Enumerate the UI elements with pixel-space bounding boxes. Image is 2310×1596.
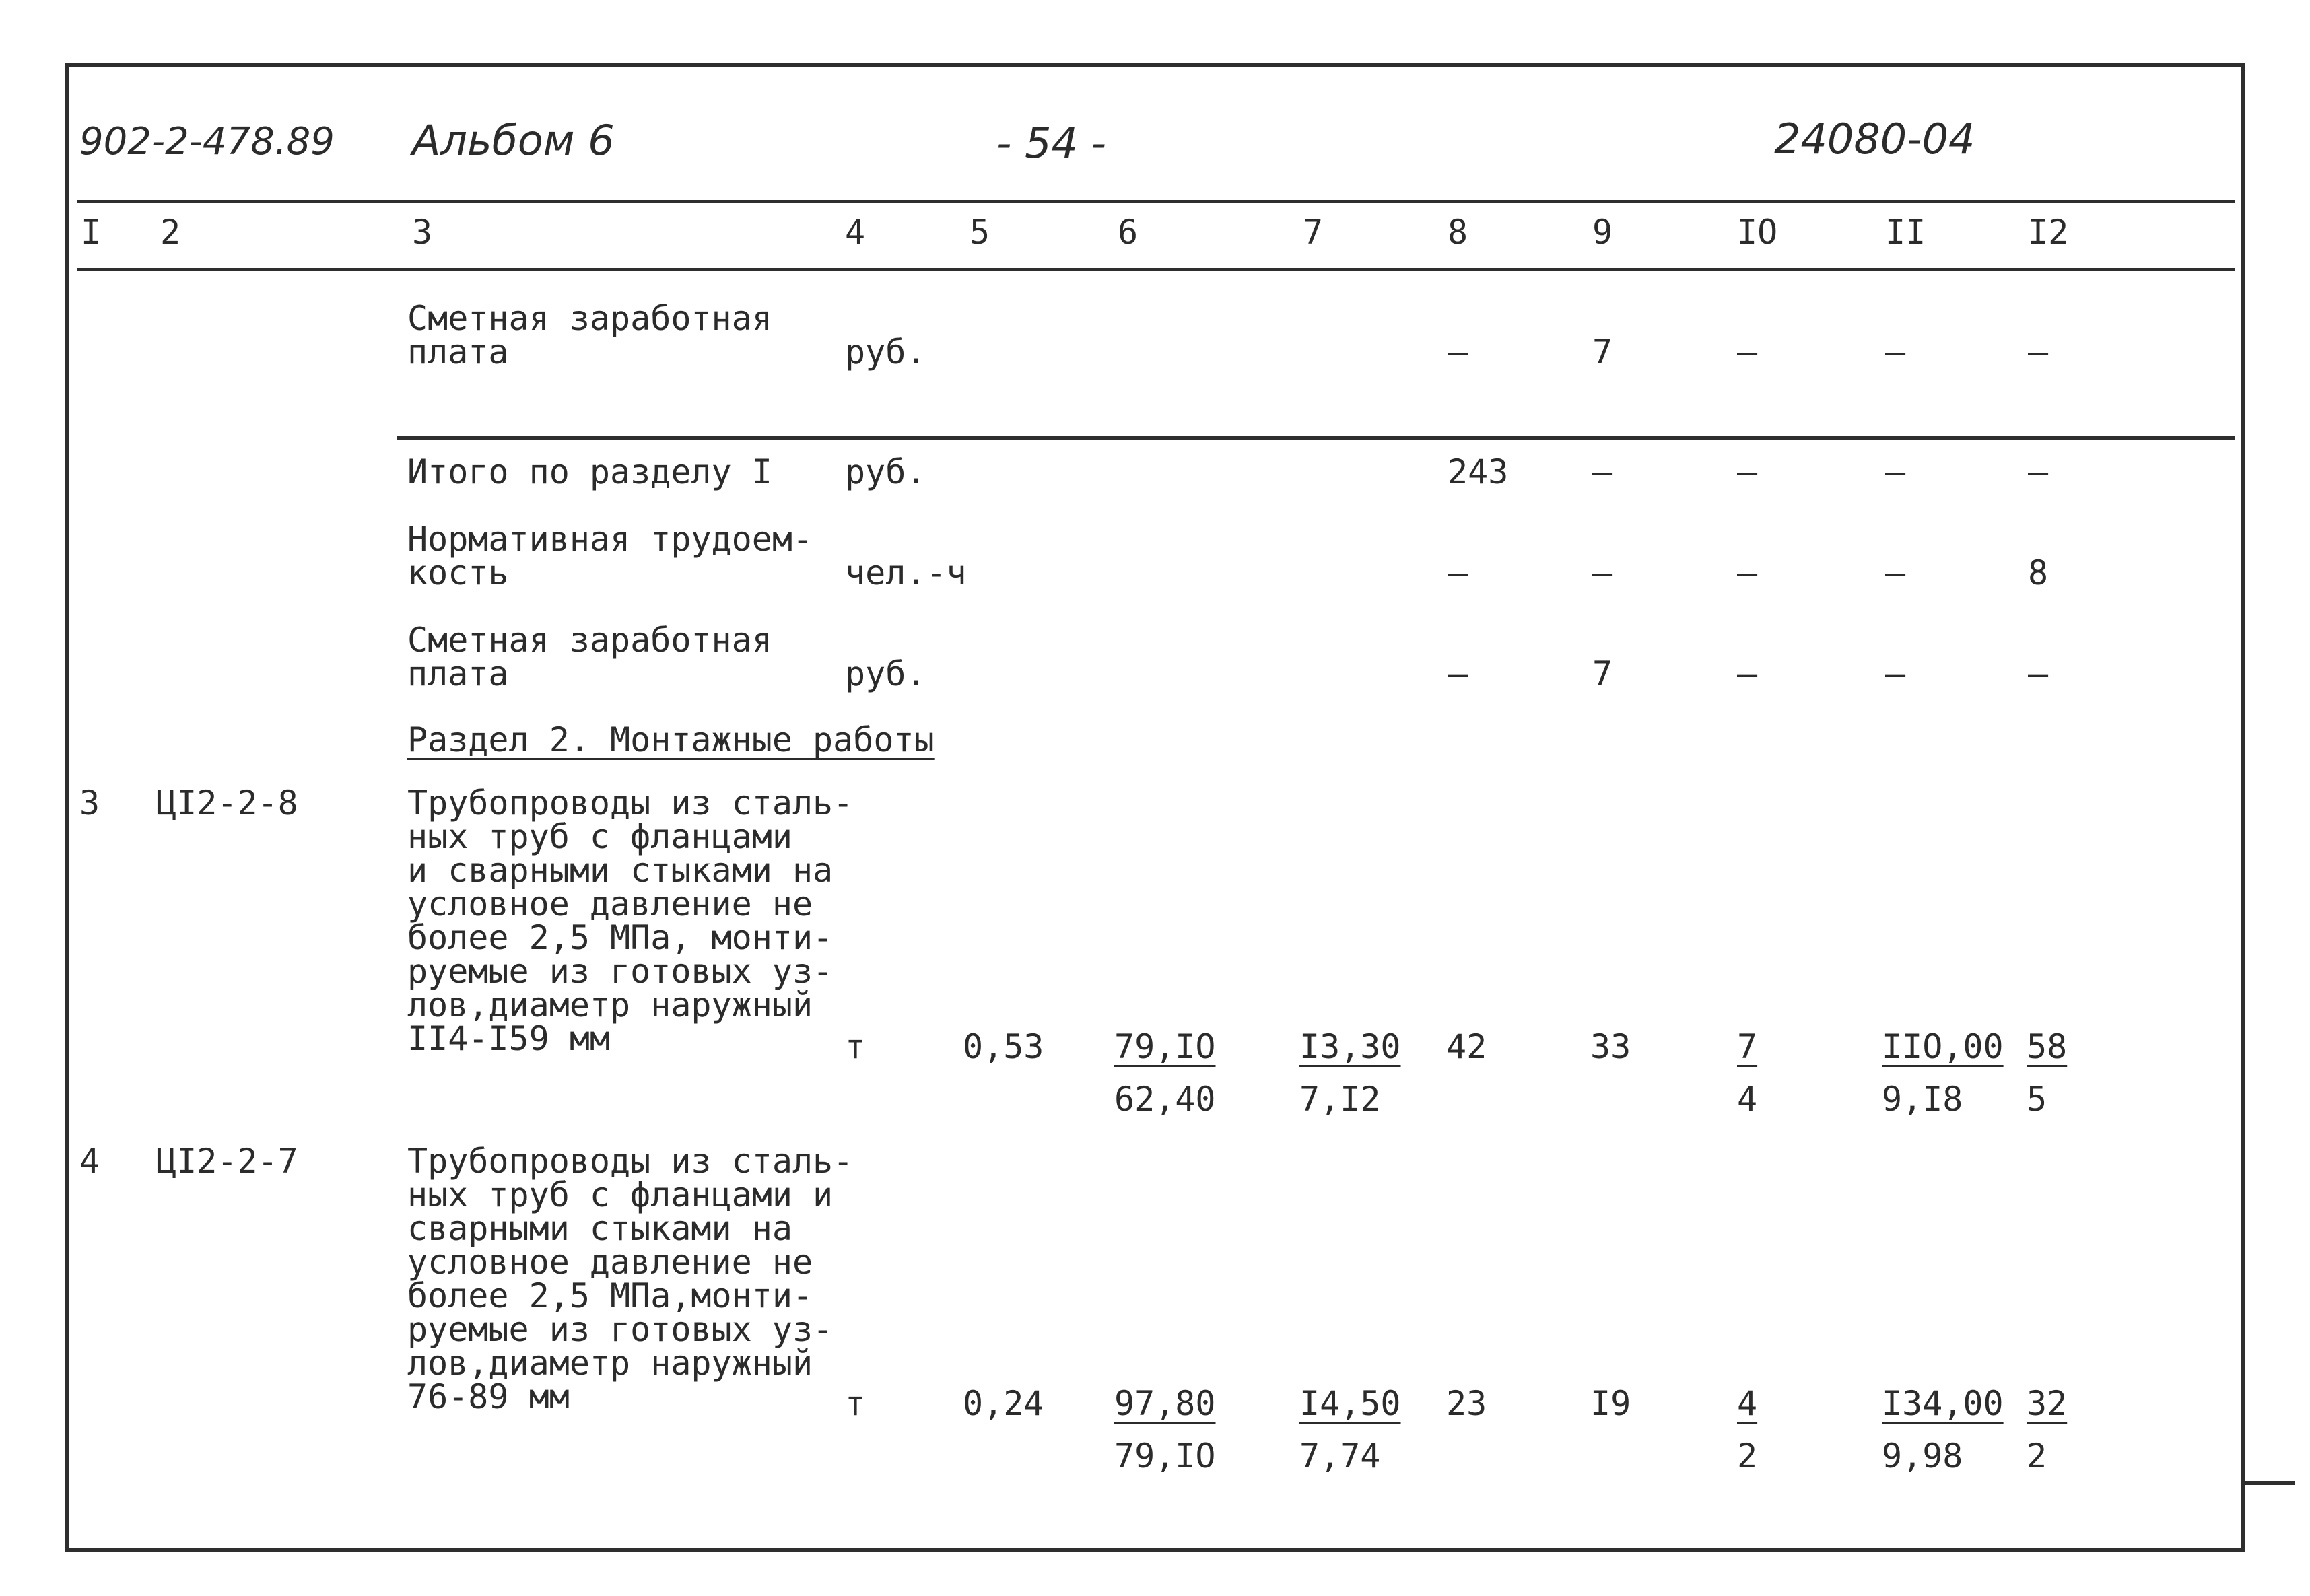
cell-col6-bottom: 79,IO <box>1114 1436 1216 1476</box>
cell-col8: – <box>1448 333 1468 372</box>
cell-col10: – <box>1737 333 1758 372</box>
cell-col10-bottom: 2 <box>1737 1436 1758 1476</box>
row-qty: 0,24 <box>963 1384 1044 1423</box>
cell-col9: 7 <box>1592 333 1613 372</box>
cell-col10-top: 4 <box>1737 1384 1758 1423</box>
col-num-9: 9 <box>1592 213 1613 252</box>
cell-col8: – <box>1448 654 1468 693</box>
cell-col11: – <box>1885 452 1906 491</box>
cell-col11: – <box>1885 553 1906 592</box>
col-num-7: 7 <box>1303 213 1324 252</box>
cell-col7-top: I3,30 <box>1299 1027 1401 1066</box>
cell-col11-bottom: 9,I8 <box>1882 1080 1963 1119</box>
cell-col12: – <box>2028 333 2049 372</box>
col-num-4: 4 <box>845 213 866 252</box>
cell-col9: – <box>1592 553 1613 592</box>
cell-col11-top: I34,00 <box>1882 1384 2004 1423</box>
col-num-10: IO <box>1737 213 1778 252</box>
cell-col9: – <box>1592 452 1613 491</box>
col-num-2: 2 <box>160 213 181 252</box>
row-unit: руб. <box>845 654 926 693</box>
page-frame <box>65 63 2245 1552</box>
col-num-6: 6 <box>1118 213 1139 252</box>
cell-col11-top: IIO,00 <box>1882 1027 2004 1066</box>
cell-col7-bottom: 7,I2 <box>1299 1080 1381 1119</box>
row-number: 4 <box>79 1142 100 1181</box>
cell-col9: 7 <box>1592 654 1613 693</box>
frame-edge-mark <box>2241 1481 2295 1485</box>
page-number: - 54 - <box>996 118 1107 168</box>
column-header-rule <box>77 268 2235 271</box>
row-code: ЦI2-2-7 <box>156 1142 298 1181</box>
cell-col7-top: I4,50 <box>1299 1384 1401 1423</box>
row-code: ЦI2-2-8 <box>156 784 298 823</box>
row-number: 3 <box>79 784 100 823</box>
cell-col9: 33 <box>1590 1027 1631 1066</box>
cell-col11-bottom: 9,98 <box>1882 1436 1963 1476</box>
cell-col8: – <box>1448 553 1468 592</box>
row-name: Сметная заработная плата <box>407 621 772 693</box>
col-num-8: 8 <box>1448 213 1468 252</box>
doc-code: 902-2-478.89 <box>79 120 335 164</box>
cell-col12-top: 32 <box>2027 1384 2068 1423</box>
cell-col9: I9 <box>1590 1384 1631 1423</box>
col-num-11: II <box>1885 213 1926 252</box>
cell-col6-top: 79,IO <box>1114 1027 1216 1066</box>
cell-col6-bottom: 62,40 <box>1114 1080 1216 1119</box>
project-number: 24080-04 <box>1774 114 1975 164</box>
cell-col10: – <box>1737 452 1758 491</box>
cell-col10-bottom: 4 <box>1737 1080 1758 1119</box>
row-unit: т <box>845 1027 866 1066</box>
block-separator-rule <box>397 436 2235 440</box>
cell-col8: 23 <box>1446 1384 1487 1423</box>
cell-col10: – <box>1737 553 1758 592</box>
section-heading: Раздел 2. Монтажные работы <box>407 720 935 759</box>
cell-col12-top: 58 <box>2027 1027 2068 1066</box>
cell-col12: 8 <box>2028 553 2049 592</box>
cell-col12: – <box>2028 654 2049 693</box>
cell-col12-bottom: 5 <box>2027 1080 2047 1119</box>
row-name: Трубопроводы из сталь- ных труб с фланцами и сварными стыками на условное давление не более 2,5 МПа, монти- руемые из готовых уз- лов,диаметр наружный II4-I59 мм <box>407 784 854 1058</box>
cell-col6-top: 97,80 <box>1114 1384 1216 1423</box>
row-name: Нормативная трудоем- кость <box>407 520 813 592</box>
row-name: Трубопроводы из сталь- ных труб с фланцами и сварными стыками на условное давление не более 2,5 МПа,монти- руемые из готовых уз- лов,диаметр наружный 76-89 мм <box>407 1142 854 1416</box>
col-num-1: I <box>81 213 102 252</box>
row-qty: 0,53 <box>963 1027 1044 1066</box>
col-num-12: I2 <box>2028 213 2069 252</box>
cell-col11: – <box>1885 333 1906 372</box>
cell-col8: 42 <box>1446 1027 1487 1066</box>
header-rule <box>77 200 2235 203</box>
cell-col10: – <box>1737 654 1758 693</box>
col-num-3: 3 <box>412 213 433 252</box>
cell-col12-bottom: 2 <box>2027 1436 2047 1476</box>
row-name: Итого по разделу I <box>407 452 772 491</box>
cell-col7-bottom: 7,74 <box>1299 1436 1381 1476</box>
cell-col10-top: 7 <box>1737 1027 1758 1066</box>
row-unit: руб. <box>845 452 926 491</box>
cell-col8: 243 <box>1448 452 1509 491</box>
album-label: Альбом 6 <box>412 116 615 165</box>
cell-col11: – <box>1885 654 1906 693</box>
row-name: Сметная заработная плата <box>407 299 772 372</box>
row-unit: т <box>845 1384 866 1423</box>
row-unit: чел.-ч <box>845 553 967 592</box>
cell-col12: – <box>2028 452 2049 491</box>
col-num-5: 5 <box>970 213 990 252</box>
row-unit: руб. <box>845 333 926 372</box>
